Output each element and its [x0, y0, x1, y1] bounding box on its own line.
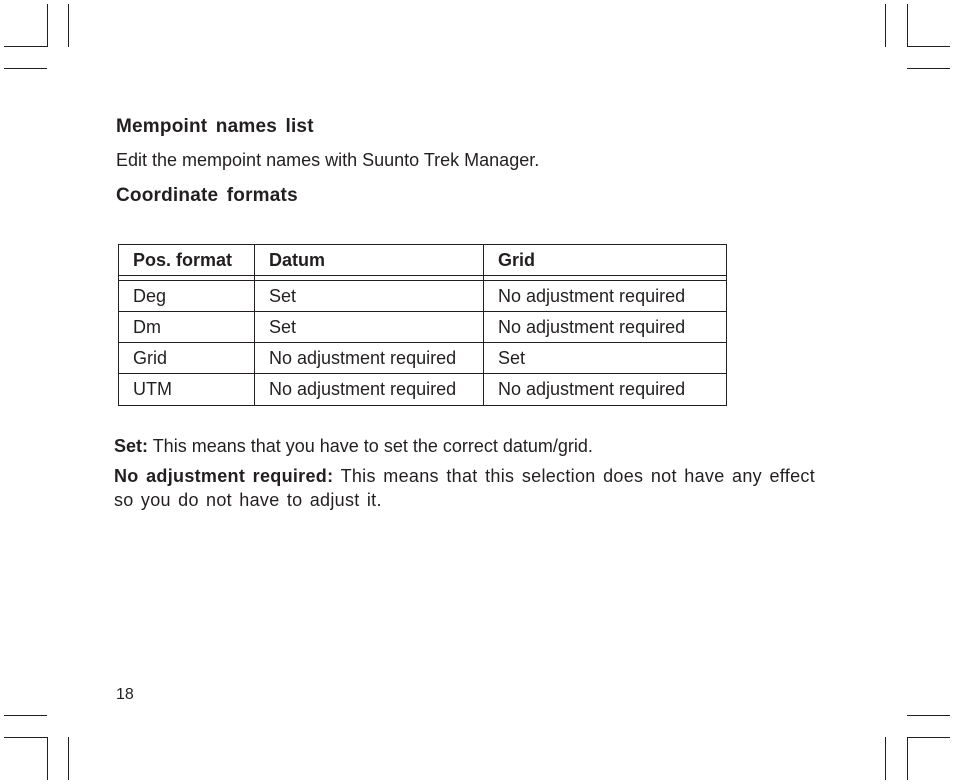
crop-mark [68, 4, 69, 47]
note-set [114, 434, 815, 458]
table-cell: No adjustment required [255, 343, 484, 374]
header-grid: Grid [484, 245, 727, 276]
crop-mark [885, 4, 886, 47]
table-row [119, 343, 727, 374]
table-cell: Dm [119, 312, 255, 343]
crop-mark [907, 68, 950, 69]
note-set-text: This means that you have to set the correct datum/grid. [148, 436, 593, 456]
coordinate-heading: Coordinate formats [116, 185, 298, 206]
crop-mark [907, 46, 950, 47]
table-cell: No adjustment required [484, 374, 727, 406]
crop-mark [47, 737, 48, 780]
note-no-adjustment-text: This means that this selection does not have any effect so you do not have to adjust it. [114, 466, 816, 510]
table-row [119, 374, 727, 406]
crop-mark [47, 4, 48, 47]
note-no-adjustment [114, 464, 815, 512]
table-cell: Set [484, 343, 727, 374]
table-cell: Grid [119, 343, 255, 374]
crop-mark [4, 46, 47, 47]
coordinate-formats-table [118, 244, 727, 406]
mempoint-text: Edit the mempoint names with Suunto Trek Manager. [116, 150, 540, 170]
table-cell: Set [255, 312, 484, 343]
crop-mark [4, 715, 47, 716]
note-set-term: Set: [114, 436, 149, 456]
crop-mark [907, 715, 950, 716]
crop-mark [4, 68, 47, 69]
note-no-adjustment-term: No adjustment required: [114, 466, 334, 486]
table-cell: No adjustment required [255, 374, 484, 406]
page-number: 18 [116, 686, 134, 703]
table-header-row [119, 245, 727, 276]
table-row [119, 312, 727, 343]
table-cell: No adjustment required [484, 312, 727, 343]
table-cell: Deg [119, 281, 255, 312]
table-cell: No adjustment required [484, 281, 727, 312]
crop-mark [907, 737, 950, 738]
table-cell: UTM [119, 374, 255, 406]
mempoint-heading: Mempoint names list [116, 116, 314, 137]
crop-mark [885, 737, 886, 780]
crop-mark [68, 737, 69, 780]
table-cell: Set [255, 281, 484, 312]
table-row [119, 281, 727, 312]
header-datum: Datum [255, 245, 484, 276]
crop-mark [4, 737, 47, 738]
crop-mark [907, 737, 908, 780]
header-pos-format: Pos. format [119, 245, 255, 276]
crop-mark [907, 4, 908, 47]
